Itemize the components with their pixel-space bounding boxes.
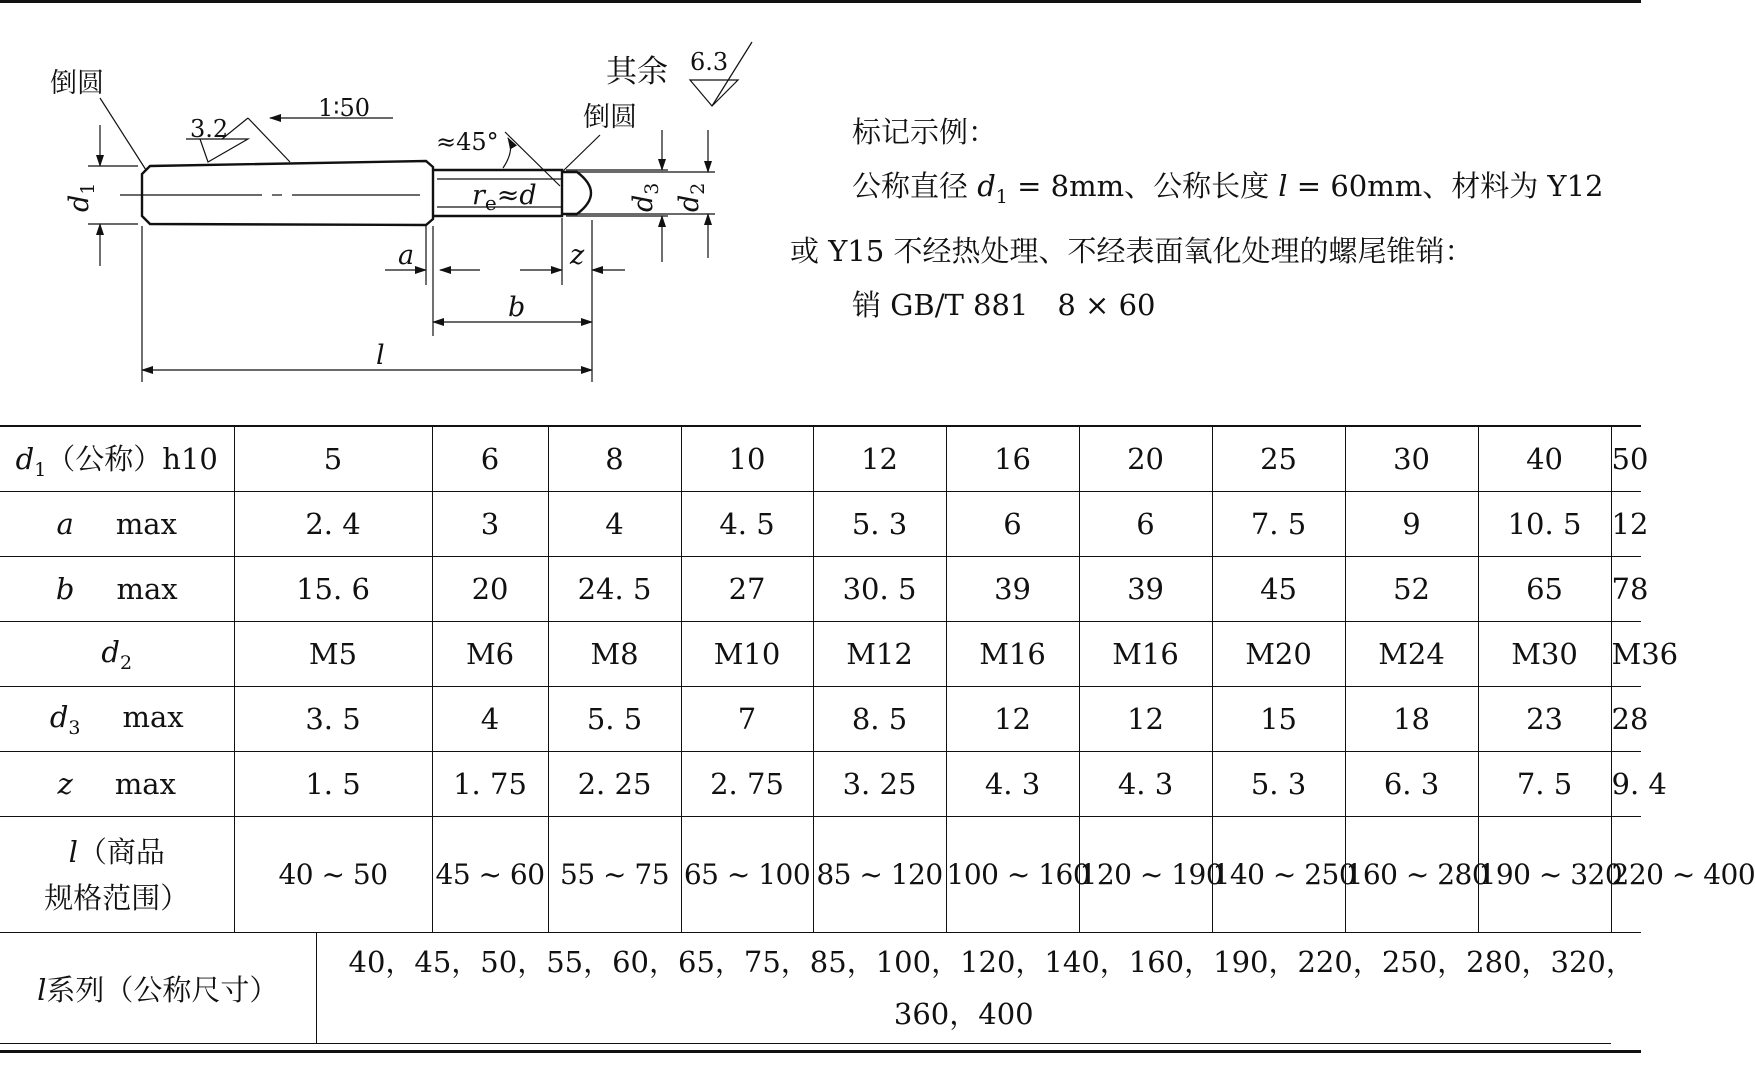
table-cell: 3 <box>432 492 548 557</box>
table-cell: 18 <box>1345 687 1478 752</box>
table-cell: M16 <box>1079 622 1212 687</box>
table-cell: 4. 3 <box>1079 752 1212 817</box>
dim-b: b <box>508 292 526 323</box>
table-cell: 78 <box>1611 557 1641 622</box>
table-cell: 8. 5 <box>813 687 946 752</box>
table-cell: 39 <box>1079 557 1212 622</box>
table-row-z <box>0 752 1641 817</box>
table-cell: 10. 5 <box>1478 492 1611 557</box>
table-cell: 52 <box>1345 557 1478 622</box>
table-cell: 2. 4 <box>234 492 432 557</box>
dim-a: a <box>398 240 415 271</box>
table-cell: 220 ~ 400 <box>1611 817 1641 933</box>
row-header-l: l（商品 规格范围） <box>0 817 234 933</box>
table-cell: 50 <box>1611 426 1641 492</box>
row-header-d3: $d_3$ max <box>0 687 234 752</box>
table-cell: 12 <box>1079 687 1212 752</box>
table-cell: 20 <box>432 557 548 622</box>
chamfer-left-label: 倒圆 <box>50 68 104 99</box>
table-cell: 6 <box>1079 492 1212 557</box>
table-cell: 12 <box>1611 492 1641 557</box>
table-cell: 25 <box>1212 426 1345 492</box>
table-cell: 190 ~ 320 <box>1478 817 1611 933</box>
dim-z: z <box>570 240 585 271</box>
note-heading: 标记示例： <box>852 115 998 149</box>
table-cell: 6. 3 <box>1345 752 1478 817</box>
roughness-value: 3.2 <box>190 115 229 143</box>
table-cell: 24. 5 <box>548 557 681 622</box>
table-cell: 55 ~ 75 <box>548 817 681 933</box>
table-cell: M12 <box>813 622 946 687</box>
table-cell: 120 ~ 190 <box>1079 817 1212 933</box>
table-cell: 16 <box>946 426 1079 492</box>
table-cell: 65 <box>1478 557 1611 622</box>
table-cell: 10 <box>681 426 813 492</box>
table-row-b <box>0 557 1641 622</box>
table-cell: 4 <box>548 492 681 557</box>
marking-example <box>790 105 1635 332</box>
table-cell: 5. 3 <box>813 492 946 557</box>
table-cell: 12 <box>813 426 946 492</box>
dim-d1: $d_1$ <box>64 182 99 212</box>
table-cell: 160 ~ 280 <box>1345 817 1478 933</box>
rest-roughness-value: 6.3 <box>690 48 729 76</box>
table-cell: 30. 5 <box>813 557 946 622</box>
table-cell: 40 ~ 50 <box>234 817 432 933</box>
table-cell: M6 <box>432 622 548 687</box>
bottom-rule <box>0 1050 1641 1053</box>
table-cell: 7. 5 <box>1478 752 1611 817</box>
table-cell: 6 <box>946 492 1079 557</box>
table-cell: 40 <box>1478 426 1611 492</box>
table-cell: M10 <box>681 622 813 687</box>
table-cell: 45 ~ 60 <box>432 817 548 933</box>
table-row-series <box>0 933 1641 1044</box>
angle-label: ≈45° <box>436 128 499 156</box>
table-cell: 8 <box>548 426 681 492</box>
table-cell: 30 <box>1345 426 1478 492</box>
table-cell: M5 <box>234 622 432 687</box>
rest-label: 其余 <box>606 54 668 90</box>
table-cell: 1. 75 <box>432 752 548 817</box>
note-line-2: 或 Y15 不经热处理、不经表面氧化处理的螺尾锥销： <box>790 233 1474 268</box>
table-cell: 4 <box>432 687 548 752</box>
row-header-z: z max <box>0 752 234 817</box>
table-row-d1 <box>0 426 1641 492</box>
table-cell: 20 <box>1079 426 1212 492</box>
table-cell: 1. 5 <box>234 752 432 817</box>
table-cell: M8 <box>548 622 681 687</box>
table-cell: 7 <box>681 687 813 752</box>
table-cell: 15 <box>1212 687 1345 752</box>
note-line-3: 销 GB/T 881 8 × 60 <box>852 287 1156 322</box>
table-cell: 28 <box>1611 687 1641 752</box>
table-cell: 23 <box>1478 687 1611 752</box>
table-cell: 39 <box>946 557 1079 622</box>
taper-ratio: 1∶50 <box>318 94 371 122</box>
table-cell: 3. 5 <box>234 687 432 752</box>
spec-table <box>0 425 1755 1044</box>
chamfer-right-label: 倒圆 <box>583 102 637 133</box>
dim-l: l <box>376 340 385 371</box>
table-row-d2 <box>0 622 1641 687</box>
row-header-b: b max <box>0 557 234 622</box>
table-cell: 85 ~ 120 <box>813 817 946 933</box>
radius-label: $r_e\approx d$ <box>472 180 537 215</box>
row-header-d1: $d_1$（公称）h10 <box>0 426 234 492</box>
table-cell: 4. 5 <box>681 492 813 557</box>
table-row-d3 <box>0 687 1641 752</box>
table-cell: 27 <box>681 557 813 622</box>
table-cell: 12 <box>946 687 1079 752</box>
table-cell: 140 ~ 250 <box>1212 817 1345 933</box>
table-cell: 5. 3 <box>1212 752 1345 817</box>
table-cell: 100 ~ 160 <box>946 817 1079 933</box>
table-cell: 65 ~ 100 <box>681 817 813 933</box>
dim-d2: $d_2$ <box>674 182 709 212</box>
table-cell: 7. 5 <box>1212 492 1345 557</box>
row-header-series: l系列（公称尺寸） <box>0 933 316 1044</box>
table-cell: 6 <box>432 426 548 492</box>
table-row-a <box>0 492 1641 557</box>
table-cell: 5. 5 <box>548 687 681 752</box>
table-cell: 9 <box>1345 492 1478 557</box>
taper-pin-drawing <box>0 0 790 400</box>
table-cell: 4. 3 <box>946 752 1079 817</box>
table-cell: 2. 75 <box>681 752 813 817</box>
table-cell: M16 <box>946 622 1079 687</box>
table-cell: 5 <box>234 426 432 492</box>
table-cell: M20 <box>1212 622 1345 687</box>
table-cell: 2. 25 <box>548 752 681 817</box>
table-cell: 9. 4 <box>1611 752 1641 817</box>
dim-d3: $d_3$ <box>628 182 663 212</box>
table-cell: 15. 6 <box>234 557 432 622</box>
table-cell: M24 <box>1345 622 1478 687</box>
table-cell: M36 <box>1611 622 1641 687</box>
table-cell: 3. 25 <box>813 752 946 817</box>
note-line-1: 公称直径 $d_1 = 8mm$、公称长度 l = 60mm、材料为 Y12 <box>852 169 1604 208</box>
table-cell: M30 <box>1478 622 1611 687</box>
table-cell: 45 <box>1212 557 1345 622</box>
table-row-l <box>0 817 1641 933</box>
row-header-a: a max <box>0 492 234 557</box>
series-values: 40，45，50，55，60，65，75，85，100，120，140，160，190，220，250，280，320， 360，400 <box>316 933 1611 1044</box>
row-header-d2: $d_2$ <box>0 622 234 687</box>
